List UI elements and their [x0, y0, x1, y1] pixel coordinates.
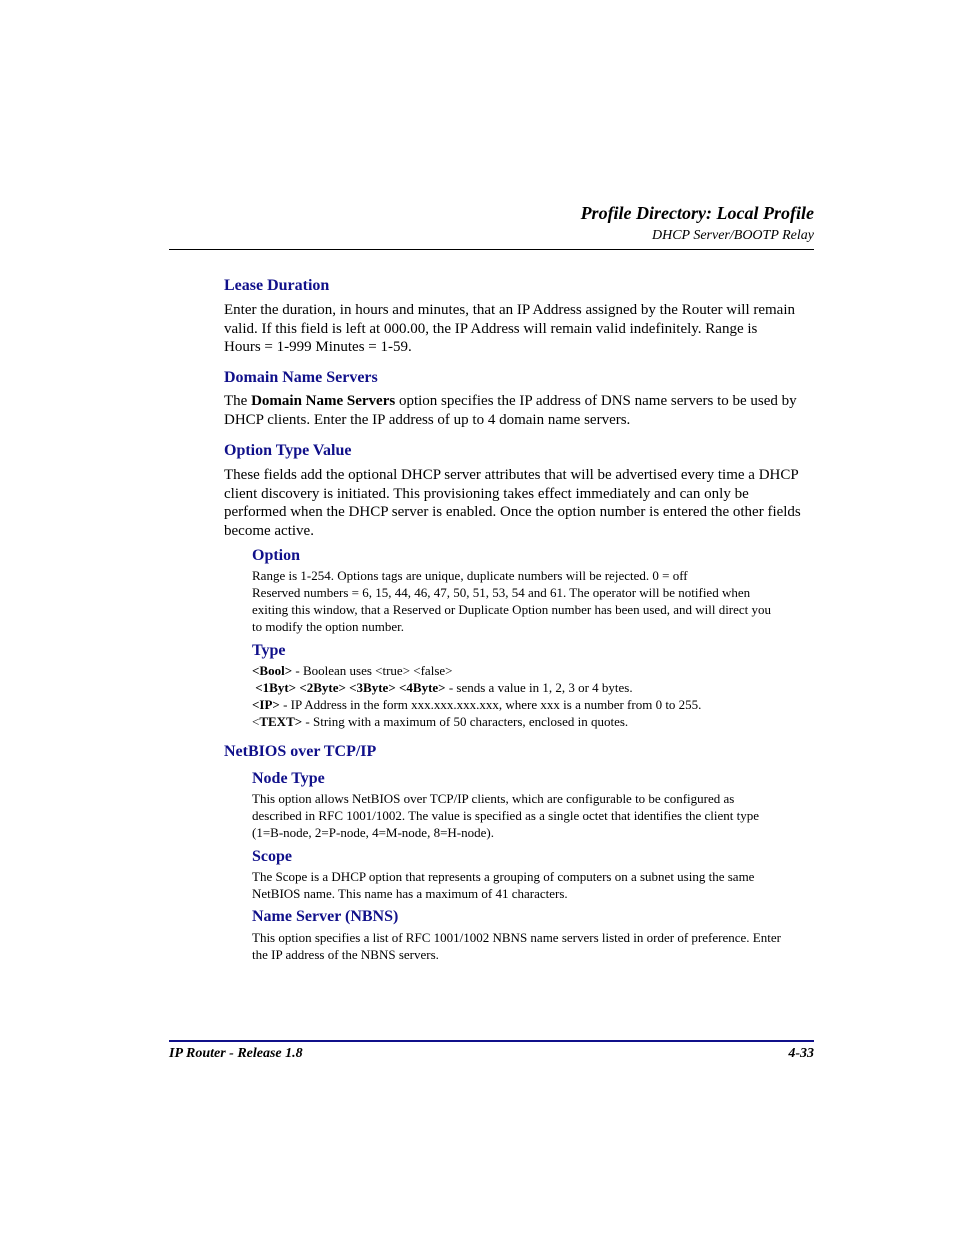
- dns-line: [224, 392, 814, 411]
- dns-line: DHCP clients. Enter the IP address of up to 4 domain name servers.: [224, 411, 631, 428]
- scope-paragraph: [252, 868, 814, 902]
- lease-line: Enter the duration, in hours and minutes, that an IP Address assigned by the Router will remain: [224, 302, 796, 318]
- type-byte-text: - sends a value in 1, 2, 3 or 4 bytes.: [445, 680, 633, 695]
- type-text-tag: TEXT>: [259, 714, 303, 729]
- nbns-heading: Name Server (NBNS): [252, 908, 399, 925]
- type-bool-text: - Boolean uses <true> <false>: [292, 663, 453, 678]
- nbns-paragraph: [252, 929, 814, 963]
- option-line: Range is 1-254. Options tags are unique, duplicate numbers will be rejected. 0 = off: [252, 568, 688, 583]
- type-heading: Type: [252, 642, 286, 659]
- lease-line: valid. If this field is left at 000.00, the IP Address will remain valid indefinitely. Range is: [224, 320, 758, 337]
- header-divider: [169, 249, 814, 250]
- page-header-title: Profile Directory: Local Profile: [580, 203, 814, 223]
- footer-divider: [169, 1040, 814, 1042]
- type-ip-line: [252, 696, 814, 713]
- footer-document-title: IP Router - Release 1.8: [169, 1046, 303, 1061]
- node-type-paragraph: [252, 790, 814, 841]
- dns-text-pre: The: [224, 393, 252, 409]
- dns-bold-term: Domain Name Servers: [251, 393, 396, 409]
- otv-line: These fields add the optional DHCP server attributes that will be advertised every time a DHCP: [224, 467, 799, 483]
- netbios-heading: NetBIOS over TCP/IP: [224, 743, 377, 760]
- node-type-line: This option allows NetBIOS over TCP/IP clients, which are configurable to be configured as: [252, 791, 735, 806]
- otv-line: client discovery is initiated. This provisioning takes effect immediately and can only be: [224, 485, 749, 502]
- otv-line: become active.: [224, 522, 314, 539]
- nbns-line: the IP address of the NBNS servers.: [252, 947, 439, 962]
- type-bool-line: [252, 662, 814, 679]
- option-line: to modify the option number.: [252, 619, 405, 634]
- node-type-line: (1=B-node, 2=P-node, 4=M-node, 8=H-node).: [252, 825, 494, 840]
- lease-duration-paragraph: [224, 301, 814, 357]
- type-bool-tag: <Bool>: [252, 663, 293, 678]
- type-text-text: - String with a maximum of 50 characters, enclosed in quotes.: [302, 714, 629, 729]
- type-byte-line: [252, 679, 814, 696]
- option-type-value-heading: Option Type Value: [224, 442, 352, 459]
- type-ip-text: - IP Address in the form xxx.xxx.xxx.xxx, where xxx is a number from 0 to 255.: [279, 697, 702, 712]
- lease-duration-heading: Lease Duration: [224, 277, 330, 294]
- option-line: Reserved numbers = 6, 15, 44, 46, 47, 50, 51, 53, 54 and 61. The operator will be notified when: [252, 585, 751, 600]
- scope-heading: Scope: [252, 848, 292, 865]
- type-text-line: [252, 713, 814, 730]
- scope-line: The Scope is a DHCP option that represents a grouping of computers on a subnet using the same: [252, 869, 755, 884]
- type-text-tag-open: <: [252, 714, 260, 729]
- domain-name-servers-heading: Domain Name Servers: [224, 369, 378, 386]
- scope-line: NetBIOS name. This name has a maximum of 41 characters.: [252, 886, 568, 901]
- node-type-line: described in RFC 1001/1002. The value is specified as a single octet that identifies the client type: [252, 808, 759, 823]
- page-header-subtitle: DHCP Server/BOOTP Relay: [651, 228, 814, 243]
- nbns-line: This option specifies a list of RFC 1001/1002 NBNS name servers listed in order of preference. Enter: [252, 930, 781, 945]
- type-ip-tag: <IP>: [252, 697, 280, 712]
- dns-text-post: option specifies the IP address of DNS name servers to be used by: [395, 393, 797, 409]
- footer-page-number: 4-33: [788, 1046, 814, 1061]
- otv-line: performed when the DHCP server is enabled. Once the option number is entered the other fields: [224, 504, 801, 521]
- node-type-heading: Node Type: [252, 770, 325, 787]
- option-type-value-paragraph: [224, 466, 814, 540]
- option-line: exiting this window, that a Reserved or Duplicate Option number has been used, and will direct you: [252, 602, 772, 617]
- lease-line: Hours = 1-999 Minutes = 1-59.: [224, 339, 412, 356]
- type-paragraph: [252, 662, 814, 730]
- option-paragraph: [252, 567, 814, 635]
- option-heading: Option: [252, 547, 301, 564]
- type-byte-tags: <1Byt> <2Byte> <3Byte> <4Byte>: [252, 680, 446, 695]
- domain-name-servers-paragraph: [224, 392, 814, 429]
